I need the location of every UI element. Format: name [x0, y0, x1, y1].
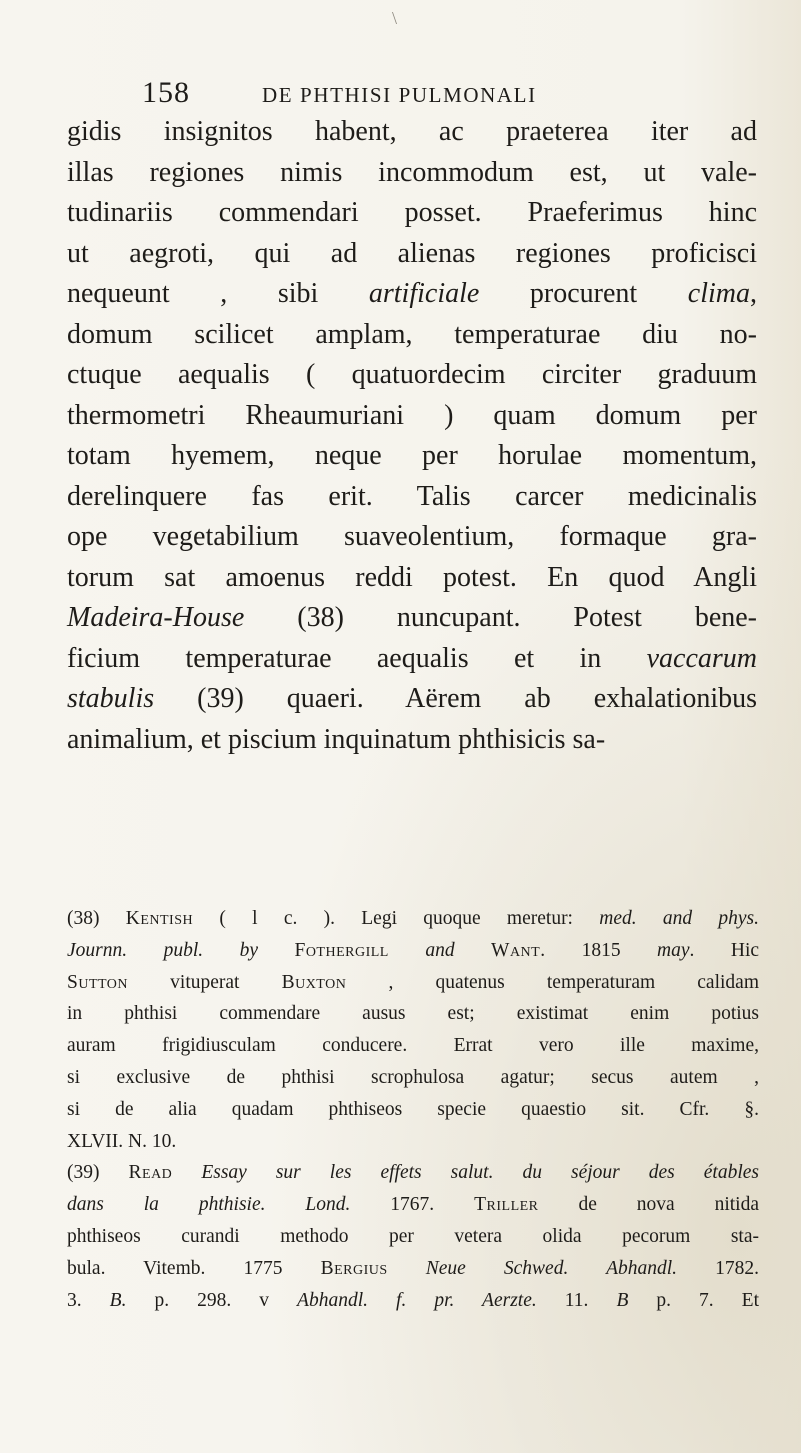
footnote-line: auram frigidiusculam conducere. Errat vero ille maxime,	[67, 1035, 759, 1057]
main-text	[67, 112, 757, 760]
text-line: nequeunt , sibi artificiale procurent clima,	[67, 278, 757, 309]
text-line: illas regiones nimis incommodum est, ut vale-	[67, 156, 757, 188]
text-line: torum sat amoenus reddi potest. En quod Angli	[67, 561, 757, 593]
footnote-line: 3. B. p. 298. v Abhandl. f. pr. Aerzte. 11. B p. 7. Et	[67, 1289, 760, 1311]
text-line: gidis insignitos habent, ac praeterea iter ad	[67, 116, 757, 147]
text-line: domum scilicet amplam, temperaturae diu no-	[67, 318, 757, 350]
page-number: 158	[142, 76, 190, 109]
footnote-line: phthiseos curandi methodo per vetera olida pecorum sta-	[67, 1225, 759, 1247]
text-line: stabulis (39) quaeri. Aërem ab exhalationibus	[67, 683, 757, 714]
text-line: ficium temperaturae aequalis et in vaccarum	[67, 642, 757, 674]
running-title: DE PHTHISI PULMONALI	[262, 83, 537, 107]
footnotes	[67, 903, 759, 1316]
running-head	[142, 76, 702, 112]
text-line: thermometri Rheaumuriani ) quam domum per	[67, 399, 757, 431]
text-line: totam hyemem, neque per horulae momentum,	[67, 440, 757, 471]
text-line: derelinquere fas erit. Talis carcer medicinalis	[67, 480, 757, 512]
text-line: ope vegetabilium suaveolentium, formaque gra-	[67, 521, 757, 552]
footnote-line: Journn. publ. by Fothergill and Want. 1815 may. Hic	[67, 939, 760, 961]
text-line: tudinariis commendari posset. Praeferimus hinc	[67, 197, 757, 228]
text-line: ctuque aequalis ( quatuordecim circiter graduum	[67, 359, 757, 390]
footnote-line: si de alia quadam phthiseos specie quaestio sit. Cfr. §.	[67, 1098, 759, 1120]
footnote-line: Sutton vituperat Buxton , quatenus temperaturam calidam	[67, 971, 759, 993]
text-line: Madeira-House (38) nuncupant. Potest bene-	[67, 602, 757, 633]
text-line: ut aegroti, qui ad alienas regiones proficisci	[67, 237, 757, 269]
footnote-line: (38) Kentish ( l c. ). Legi quoque meretur: med. and phys.	[67, 908, 760, 929]
footnote-line: XLVII. N. 10.	[67, 1130, 177, 1152]
stray-mark: \	[392, 8, 398, 28]
text-line: animalium, et piscium inquinatum phthisicis sa-	[67, 723, 606, 755]
footnote-line: in phthisi commendare ausus est; existimat enim potius	[67, 1003, 759, 1025]
footnote-line: (39) Read Essay sur les effets salut. du séjour des étables	[67, 1162, 760, 1184]
footnote-line: si exclusive de phthisi scrophulosa agatur; secus autem ,	[67, 1066, 759, 1088]
footnote-line: dans la phthisie. Lond. 1767. Triller de nova nitida	[67, 1194, 760, 1216]
footnote-line: bula. Vitemb. 1775 Bergius Neue Schwed. Abhandl. 1782.	[67, 1257, 759, 1279]
